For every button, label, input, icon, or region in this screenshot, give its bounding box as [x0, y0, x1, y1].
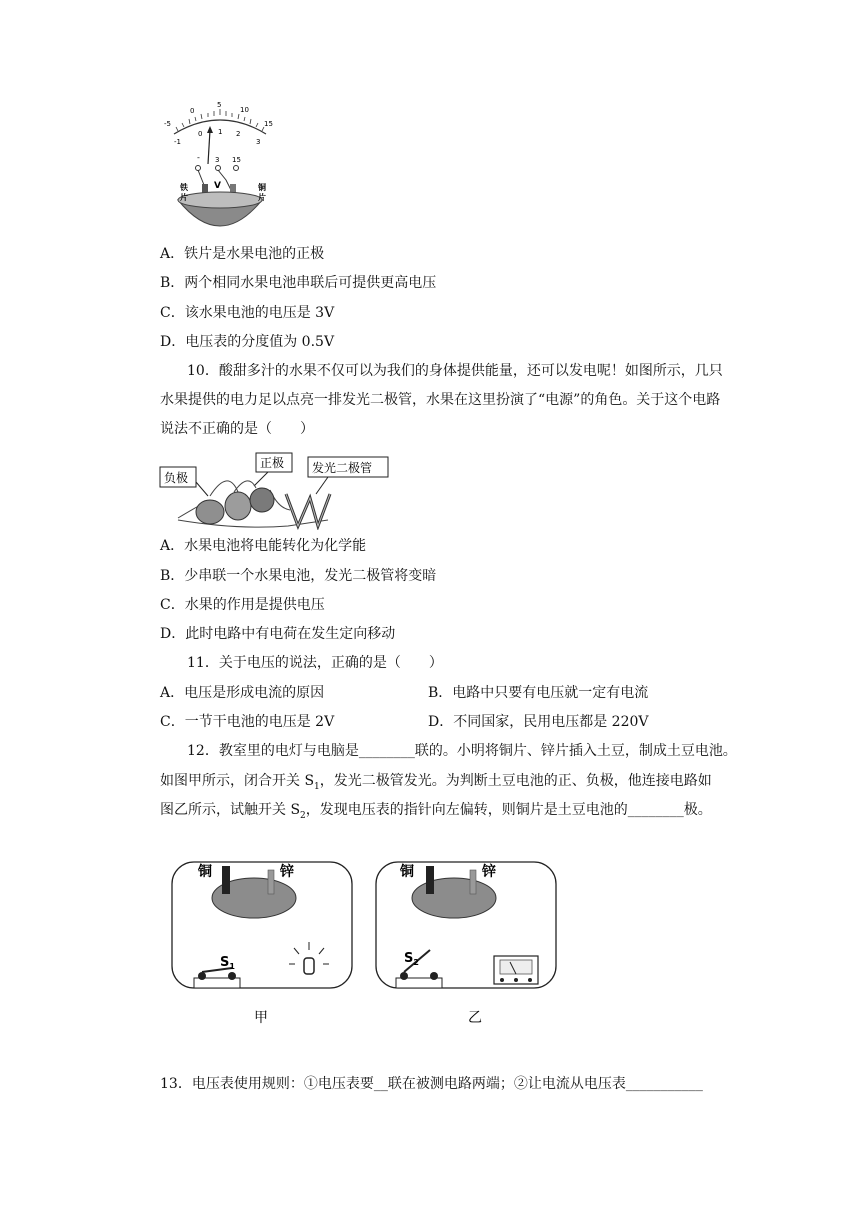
scale-top-label: -5 — [164, 120, 171, 128]
positive-pole-label: 正极 — [260, 456, 285, 470]
q11-option-a: A．电压是形成电流的原因 — [160, 685, 325, 701]
meter-letter: V — [214, 181, 221, 191]
scale-bottom-label: 1 — [218, 128, 223, 136]
caption-yi: 乙 — [468, 1010, 482, 1026]
copper-plate-label: 铜 — [258, 183, 266, 192]
q9-option-b: B．两个相同水果电池串联后可提供更高电压 — [160, 275, 437, 291]
q11-stem: 11．关于电压的说法，正确的是（ ） — [187, 655, 443, 671]
zinc-label: 锌 — [280, 864, 294, 880]
iron-plate-label: 铁 — [180, 183, 188, 192]
negative-pole-label: 负极 — [164, 471, 189, 485]
zinc-label: 锌 — [482, 864, 496, 880]
q10-stem-line: 10．酸甜多汁的水果不仅可以为我们的身体提供能量，还可以发电呢！如图所示，几只 — [187, 363, 723, 379]
q13-text: 13．电压表使用规则：①电压表要__联在被测电路两端；②让电流从电压表___________ — [160, 1076, 703, 1092]
q11-option-b: B．电路中只要有电压就一定有电流 — [428, 685, 649, 701]
terminal-label: - — [197, 153, 200, 162]
q10-stem-line: 说法不正确的是（ ） — [160, 421, 314, 437]
copper-label: 铜 — [400, 864, 414, 880]
scale-top-label: 5 — [217, 101, 222, 109]
q12-line: 图乙所示，试触开关 $S_2$，发现电压表的指针向左偏转，则铜片是土豆电池的________极。 — [160, 802, 712, 821]
q10-stem-line: 水果提供的电力足以点亮一排发光二极管，水果在这里扮演了“电源”的角色。关于这个电路 — [160, 392, 721, 408]
led-label: 发光二极管 — [312, 461, 373, 475]
copper-label: 铜 — [198, 864, 212, 880]
q10-option-d: D．此时电路中有电荷在发生定向移动 — [160, 626, 396, 642]
voltmeter-fruit-figure — [160, 100, 280, 236]
q9-option-a: A．铁片是水果电池的正极 — [160, 246, 325, 262]
q10-option-b: B．少串联一个水果电池，发光二极管将变暗 — [160, 568, 437, 584]
q11-option-c: C．一节干电池的电压是 2V — [160, 714, 335, 730]
terminal-label: 3 — [215, 156, 220, 164]
q9-option-c: C．该水果电池的电压是 3V — [160, 305, 335, 321]
scale-bottom-label: 3 — [256, 138, 261, 146]
scale-bottom-label: 0 — [198, 130, 203, 138]
scale-top-label: 0 — [190, 107, 195, 115]
q9-option-d: D．电压表的分度值为 0.5V — [160, 334, 335, 350]
scale-bottom-label: 2 — [236, 130, 241, 138]
q12-line: 12．教室里的电灯与电脑是________联的。小明将铜片、锌片插入土豆，制成土豆电池。 — [187, 743, 737, 759]
iron-plate-label: 片 — [180, 193, 188, 202]
switch-s1-label: $S_1$ — [220, 955, 235, 971]
scale-top-label: 10 — [240, 106, 249, 114]
q12-line: 如图甲所示，闭合开关 $S_1$，发光二极管发光。为判断土豆电池的正、负极，他连接电路如 — [160, 773, 712, 792]
q10-option-c: C．水果的作用是提供电压 — [160, 597, 325, 613]
switch-s2-label: $S_2$ — [404, 951, 419, 967]
q11-option-d: D．不同国家，民用电压都是 220V — [428, 714, 649, 730]
fruit-led-figure — [158, 448, 390, 530]
potato-battery-figure — [168, 852, 562, 1030]
copper-plate-label: 片 — [258, 193, 266, 202]
scale-top-label: 15 — [264, 120, 273, 128]
caption-jia: 甲 — [254, 1010, 268, 1026]
q10-option-a: A．水果电池将电能转化为化学能 — [160, 538, 367, 554]
terminal-label: 15 — [232, 156, 241, 164]
scale-bottom-label: -1 — [174, 138, 181, 146]
